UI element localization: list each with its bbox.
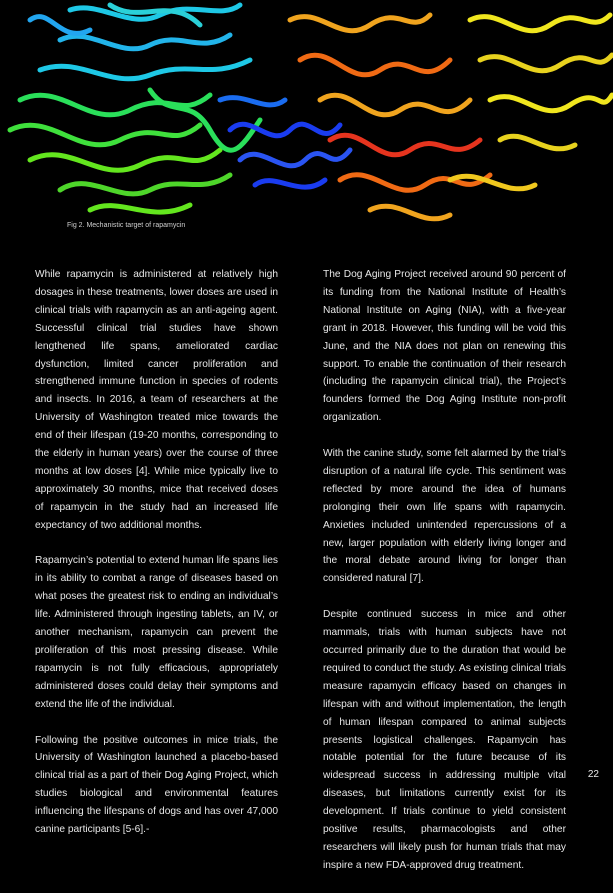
figure-caption: Fig 2. Mechanistic target of rapamycin	[67, 222, 186, 229]
page-number: 22	[587, 769, 599, 780]
paragraph: Following the positive outcomes in mice trials, the University of Washington launched a placebo-based clinical trial as a part of their Dog Aging Project, which studies biological and environmental features influencing the lifespans of dogs and has over 47,000 canine participants [5-6].-	[35, 734, 278, 836]
paragraph: Rapamycin’s potential to extend human life spans lies in its ability to combat a range of diseases based on what poses the greatest risk to ending an individual’s life. Administered through ingesting tablets, an IV, or another mechanism, rapamycin can prevent the proliferation of this most pressing disease. While rapamycin is not fully efficacious, appropriately administered doses could delay their symptoms and extend the life of the individual.	[35, 555, 278, 710]
left-column	[35, 266, 278, 857]
mtor-protein-ribbon-image	[0, 0, 613, 238]
paragraph: Despite continued success in mice and other mammals, trials with human subjects have not occurred primarily due to the duration that would be required to conduct the study. As existing clinical trials measure rapamycin efficacy based on changes in lifespan with and without implementation, the length of human lifespan compared to animal subjects presents logistical challenges. Rapamycin has notable potential for the future because of its widespread success in addressing multiple vital diseases, but limitations currently exist for its development. If trials continue to yield consistent positive results, pharmacologists and other researchers will likely push for human trials that may inspire a new FDA-approved drug treatment.	[323, 609, 566, 871]
paragraph: The Dog Aging Project received around 90 percent of its funding from the National Institute of Health’s National Institute on Aging (NIA), with a five-year grant in 2018. However, this funding will be void this June, and the NIA does not plan on renewing this support. To enable the continuation of their research (including the rapamycin clinical trial), the Project’s founders formed the Dog Aging Institute non-profit organization.	[323, 269, 566, 424]
paragraph: While rapamycin is administered at relatively high dosages in these treatments, lower doses are used in clinical trials with rapamycin as an anti-ageing agent. Successful clinical trial studies have shown lengthened life spans, ameliorated cardiac dysfunction, limited cancer proliferation and strengthened immune function in species of rodents and insects. In 2016, a team of researchers at the University of Washington treated mice towards the end of their lifespan (19-20 months, corresponding to the elderly in human years) over the course of three months at low doses [4]. While mice typically live to approximately 30 months, mice that received doses of rapamycin in the study had an increased life expectancy of two additional months.	[35, 269, 278, 531]
protein-structure-figure	[0, 0, 613, 238]
right-column	[323, 266, 566, 893]
paragraph: With the canine study, some felt alarmed by the trial’s disruption of a natural life cycle. This sentiment was reflected by more around the idea of humans prolonging their own life spans with rapamycin. Anxieties included unintended repercussions of a new, larger population with elderly living longer and the moral debate around living for longer than considered natural [7].	[323, 448, 566, 585]
